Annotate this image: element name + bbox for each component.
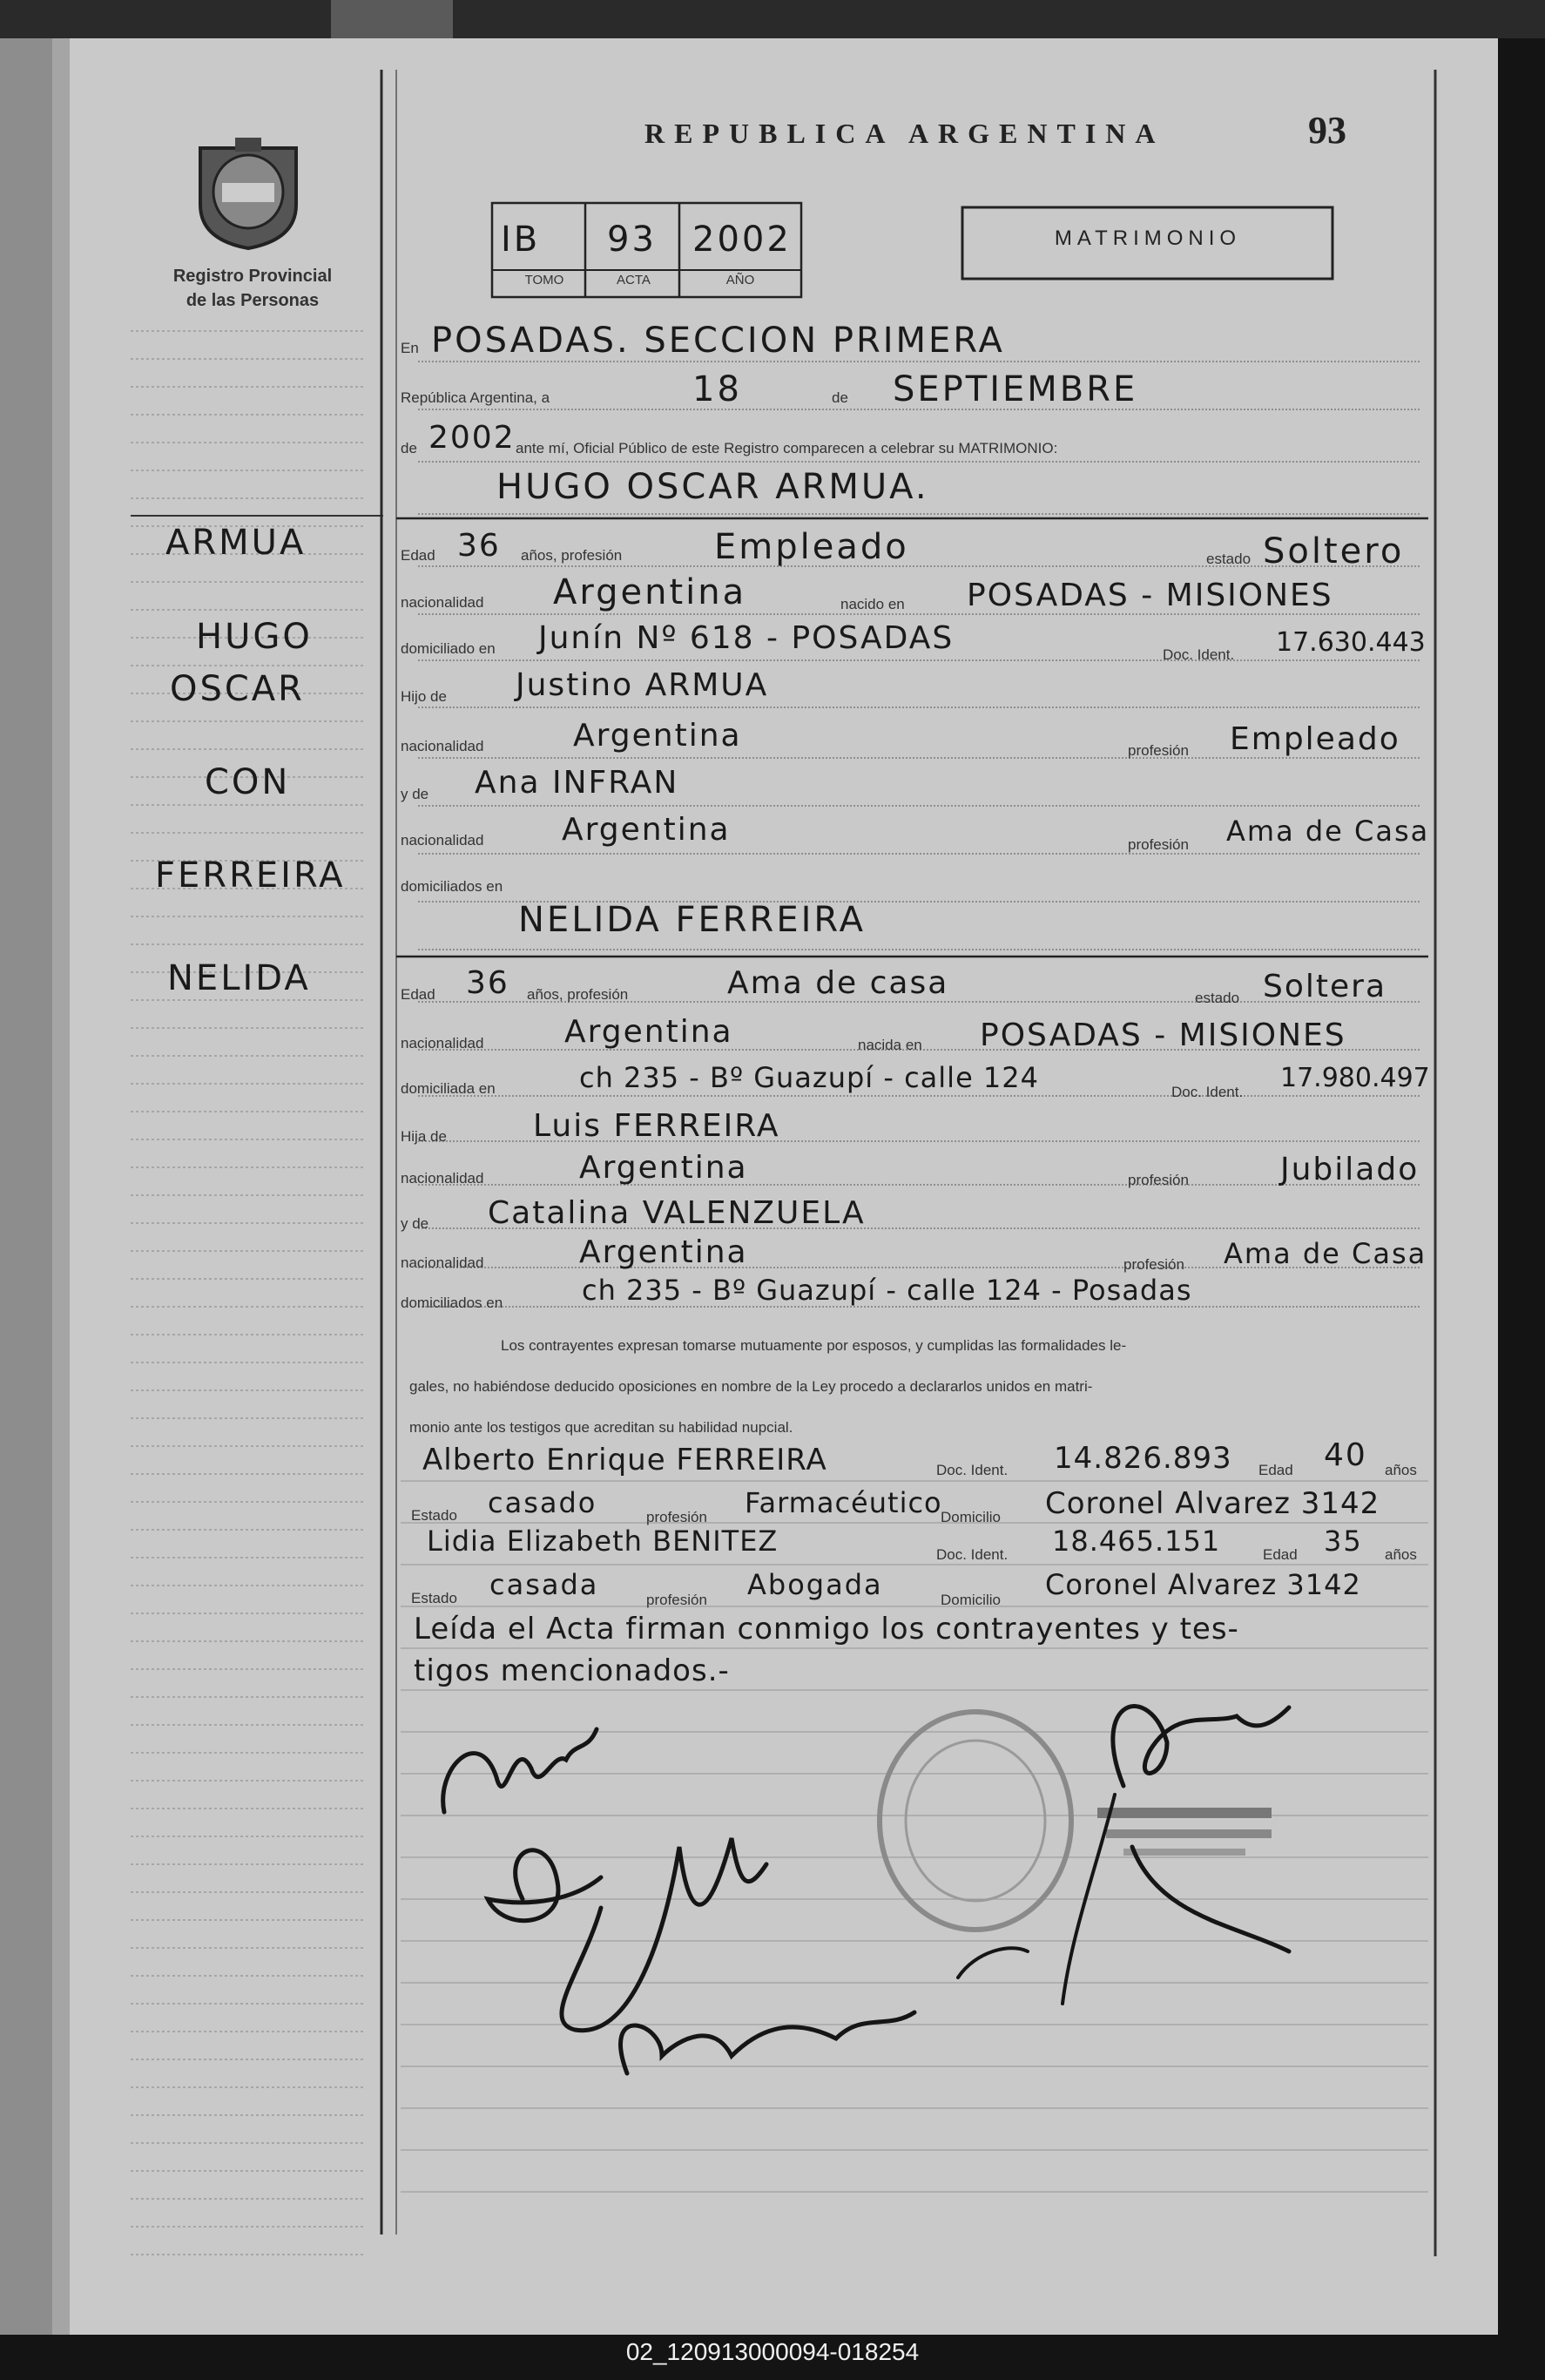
bride-profesion-label: años, profesión xyxy=(527,986,629,1003)
registry-seal-icon xyxy=(192,131,305,253)
witness-1-profession: Farmacéutico xyxy=(745,1486,942,1519)
bride-mother-prof-label: profesión xyxy=(1123,1256,1184,1273)
bride-nacida-label: nacida en xyxy=(858,1037,922,1053)
signatures-image xyxy=(401,1690,1428,2126)
bride-nacionalidad-label: nacionalidad xyxy=(401,1035,484,1051)
ano-value: 2002 xyxy=(692,220,792,260)
bride-nationality: Argentina xyxy=(564,1014,733,1050)
document-type: MATRIMONIO xyxy=(1054,227,1242,250)
groom-doc: 17.630.443 xyxy=(1276,627,1426,658)
margin-given-2: NELIDA xyxy=(167,958,311,998)
witness-1-estado: casado xyxy=(488,1486,597,1519)
groom-edad-label: Edad xyxy=(401,547,435,564)
bride-age: 36 xyxy=(466,965,509,1001)
country-title: REPUBLICA ARGENTINA xyxy=(644,118,1165,149)
witness-1-prof-label: profesión xyxy=(646,1509,707,1525)
groom-name: HUGO OSCAR ARMUA. xyxy=(496,467,929,507)
groom-nacionalidad-label: nacionalidad xyxy=(401,594,484,611)
page-number: 93 xyxy=(1308,109,1346,152)
groom-birthplace: POSADAS - MISIONES xyxy=(967,578,1333,613)
bride-mother: Catalina VALENZUELA xyxy=(488,1195,866,1231)
groom-father: Justino ARMUA xyxy=(516,667,769,703)
bride-father-nationality: Argentina xyxy=(579,1150,748,1186)
tomo-value: IB xyxy=(501,220,541,260)
declaration-line-3: monio ante los testigos que acreditan su habilidad nupcial. xyxy=(409,1419,793,1436)
witness-1-address: Coronel Alvarez 3142 xyxy=(1045,1486,1380,1521)
witness-2-estado-label: Estado xyxy=(411,1590,457,1606)
witness-2-edad-label: Edad xyxy=(1263,1546,1298,1563)
bride-father: Luis FERREIRA xyxy=(533,1108,780,1144)
year-field: 2002 xyxy=(428,420,516,456)
place-field: POSADAS. SECCION PRIMERA xyxy=(431,321,1005,361)
declaration-line-1: Los contrayentes expresan tomarse mutuamente por esposos, y cumplidas las formalidades le- xyxy=(501,1337,1127,1354)
bride-doc-label: Doc. Ident. xyxy=(1171,1084,1244,1100)
witness-1-doc-label: Doc. Ident. xyxy=(936,1462,1009,1478)
bride-mother-nationality: Argentina xyxy=(579,1234,748,1270)
groom-mother-nationality: Argentina xyxy=(562,812,731,848)
groom-mother-nat-label: nacionalidad xyxy=(401,832,484,849)
bride-hija-label: Hija de xyxy=(401,1128,447,1145)
margin-given-1a: HUGO xyxy=(196,617,313,657)
groom-mother: Ana INFRAN xyxy=(475,765,679,801)
en-label: En xyxy=(401,340,419,356)
groom-domicilio-label: domiciliado en xyxy=(401,640,496,657)
groom-y-de-label: y de xyxy=(401,786,429,802)
margin-connector: CON xyxy=(205,762,291,802)
witness-2-anos-label: años xyxy=(1385,1546,1417,1563)
bride-father-profession: Jubilado xyxy=(1280,1152,1420,1187)
closing-line-2: tigos mencionados.- xyxy=(414,1653,730,1688)
witness-1-anos-label: años xyxy=(1385,1462,1417,1478)
groom-father-profession: Empleado xyxy=(1230,721,1400,757)
bride-edad-label: Edad xyxy=(401,986,435,1003)
witness-1-name: Alberto Enrique FERREIRA xyxy=(422,1443,827,1477)
closing-line-1: Leída el Acta firman conmigo los contrayentes y tes- xyxy=(414,1612,1239,1646)
declaration-line-2: gales, no habiéndose deducido oposiciones en nombre de la Ley procedo a declararlos unidos en matri- xyxy=(409,1378,1093,1395)
de-label-2: de xyxy=(401,440,417,456)
appearance-statement: ante mí, Oficial Público de este Registro comparecen a celebrar su MATRIMONIO: xyxy=(516,440,1058,456)
witness-2-dom-label: Domicilio xyxy=(941,1592,1001,1608)
groom-doc-label: Doc. Ident. xyxy=(1163,646,1235,663)
bride-profession: Ama de casa xyxy=(727,965,949,1001)
bride-name: NELIDA FERREIRA xyxy=(518,900,866,940)
witness-1-estado-label: Estado xyxy=(411,1507,457,1524)
groom-address: Junín Nº 618 - POSADAS xyxy=(538,620,955,656)
ano-label: AÑO xyxy=(725,273,755,287)
witness-1-doc: 14.826.893 xyxy=(1054,1441,1232,1476)
acta-label: ACTA xyxy=(617,273,651,287)
bride-domicilio-label: domiciliada en xyxy=(401,1080,496,1097)
month-field: SEPTIEMBRE xyxy=(893,369,1138,409)
bride-estado: Soltera xyxy=(1263,969,1387,1004)
witness-2-prof-label: profesión xyxy=(646,1592,707,1608)
bride-estado-label: estado xyxy=(1195,990,1240,1006)
witness-1-age: 40 xyxy=(1324,1437,1367,1473)
witness-2-doc: 18.465.151 xyxy=(1052,1525,1221,1558)
registry-name-line2: de las Personas xyxy=(186,291,320,310)
margin-given-1b: OSCAR xyxy=(170,669,305,709)
bride-mother-nat-label: nacionalidad xyxy=(401,1254,484,1271)
image-identifier: 02_120913000094-018254 xyxy=(625,2338,920,2365)
groom-hijo-label: Hijo de xyxy=(401,688,447,705)
groom-father-nat-label: nacionalidad xyxy=(401,738,484,754)
groom-parents-address-label: domiciliados en xyxy=(401,878,503,895)
de-label: de xyxy=(832,389,848,406)
groom-father-prof-label: profesión xyxy=(1128,742,1189,759)
tomo-label: TOMO xyxy=(524,273,564,287)
margin-surname-1: ARMUA xyxy=(165,523,307,563)
registry-name-line1: Registro Provincial xyxy=(172,267,333,286)
bride-parents-address-label: domiciliados en xyxy=(401,1295,503,1311)
day-field: 18 xyxy=(692,369,742,409)
groom-profession: Empleado xyxy=(714,527,909,567)
bride-address: ch 235 - Bº Guazupí - calle 124 xyxy=(579,1061,1039,1094)
bride-mother-profession: Ama de Casa xyxy=(1224,1237,1427,1270)
groom-mother-profession: Ama de Casa xyxy=(1226,815,1430,848)
witness-2-doc-label: Doc. Ident. xyxy=(936,1546,1009,1563)
witness-2-profession: Abogada xyxy=(747,1568,883,1601)
margin-surname-2: FERREIRA xyxy=(155,855,346,896)
groom-nacido-label: nacido en xyxy=(840,596,905,612)
groom-mother-prof-label: profesión xyxy=(1128,836,1189,853)
witness-2-estado: casada xyxy=(489,1568,599,1601)
bride-father-prof-label: profesión xyxy=(1128,1172,1189,1188)
bride-father-nat-label: nacionalidad xyxy=(401,1170,484,1187)
witness-1-edad-label: Edad xyxy=(1258,1462,1293,1478)
groom-father-nationality: Argentina xyxy=(573,718,742,754)
witness-2-age: 35 xyxy=(1324,1525,1363,1558)
bride-parents-address: ch 235 - Bº Guazupí - calle 124 - Posadas xyxy=(582,1274,1192,1307)
witness-1-dom-label: Domicilio xyxy=(941,1509,1001,1525)
groom-age: 36 xyxy=(457,528,501,564)
witness-2-name: Lidia Elizabeth BENITEZ xyxy=(427,1525,779,1558)
bride-birthplace: POSADAS - MISIONES xyxy=(980,1018,1346,1053)
groom-estado-label: estado xyxy=(1206,551,1252,567)
groom-estado: Soltero xyxy=(1263,531,1405,571)
witness-2-address: Coronel Alvarez 3142 xyxy=(1045,1568,1361,1601)
groom-nationality: Argentina xyxy=(553,572,747,612)
bride-y-de-label: y de xyxy=(401,1215,429,1232)
acta-value: 93 xyxy=(607,220,657,260)
bride-doc: 17.980.497 xyxy=(1280,1063,1430,1093)
republic-label: República Argentina, a xyxy=(401,389,550,406)
groom-profesion-label: años, profesión xyxy=(521,547,623,564)
